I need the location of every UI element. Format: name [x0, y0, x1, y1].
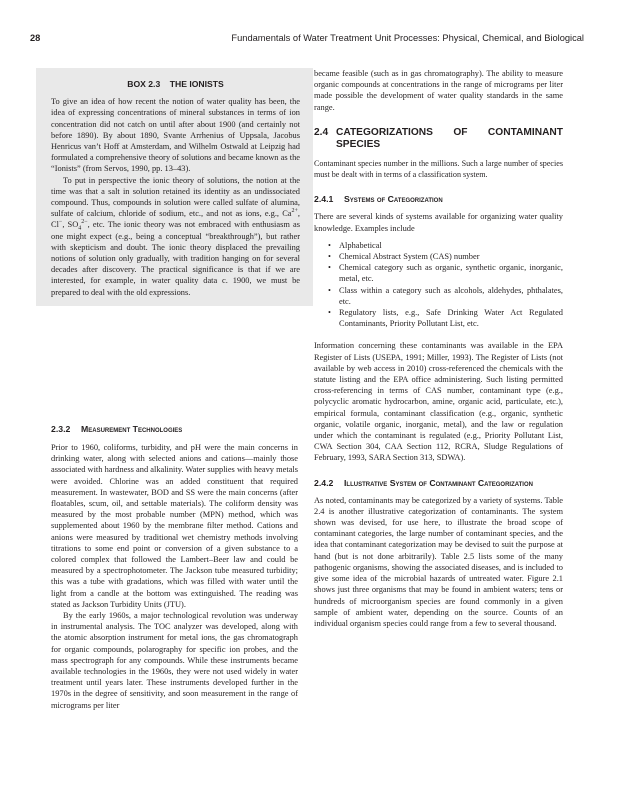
section-number: 2.4.1 [314, 194, 334, 205]
box-text-b: , Cl [51, 209, 300, 230]
list-item: • Class within a category such as alcohols, aldehydes, phthalates, etc. [326, 285, 563, 307]
box-ionists [36, 68, 313, 306]
section-number: 2.4.2 [314, 477, 334, 488]
register-paragraph: Information concerning these contaminants was available in the EPA Register of Lists (USEPA, 1991; Miller, 1993). The Register of Lists (not available by web access in 2010) cross-referenced the chemicals with the statute listing and the EPA office administering. Such listing permitted cross-referencing in terms of CAS number, contaminant type (e.g., polycyclic aromatic hydrocarbon, amine, organic acid, particulate, etc.), empirical formula, contaminant classification (e.g., organic, synthetic organic, volatile organic, inorganic, metal), and the law or regulation under which the contaminant is regulated (e.g., Priority Pollutant List, CWA Section 304, CAA Section 112, RCRA, Sludge Regulations of February, 1993, SARA Section 313, SDWA). [314, 341, 563, 463]
cl-charge: − [58, 219, 63, 226]
running-title: Fundamentals of Water Treatment Unit Processes: Physical, Chemical, and Biological [231, 33, 584, 43]
section-heading-2-3-2 [51, 423, 298, 435]
section-heading-2-4-1 [314, 193, 563, 205]
page-number: 28 [30, 33, 41, 43]
list-item: • Alphabetical [326, 240, 563, 251]
section-title: Systems of Categorization [344, 194, 443, 205]
section-number: 2.3.2 [51, 424, 71, 434]
box-paragraph-2 [51, 175, 300, 298]
section-title: Measurement Technologies [81, 424, 183, 434]
systems-intro: There are several kinds of systems available for organizing water quality knowledge. Examples include [314, 212, 563, 233]
section-title: Illustrative System of Contaminant Categorization [344, 477, 533, 488]
list-item: • Chemical category such as organic, synthetic organic, inorganic, metal, etc. [326, 262, 563, 284]
list-item: • Regulatory lists, e.g., Safe Drinking Water Act Regulated Contaminants, Priority Pollutant List, etc. [326, 307, 563, 329]
left-column-top [51, 68, 298, 306]
so4-subscript: 4 [78, 226, 82, 233]
so4-charge: 2− [81, 219, 88, 226]
section-heading-2-4-2 [314, 477, 563, 489]
ca-charge: 2+ [291, 208, 298, 215]
box-paragraph-1: To give an idea of how recent the notion of water quality has been, the idea of expressing concentrations of mineral substances in terms of ion concentration did not catch on until after about 1900 (and certainly not before 1890). By about 1890, Svante Arrhenius of Uppsala, Jacobus Henricus van’t Hoff at Amsterdam, and Wilhelm Ostwald at Leipzig had formulated a comprehensive theory of solutions and became known as the “Ionists” (from Servos, 1990, pp. 13–43). [51, 97, 300, 174]
left-column-bottom [51, 423, 298, 711]
categorization-paragraph: Contaminant species number in the millions. Such a large number of species must be dealt with in terms of a classification system. [314, 159, 563, 180]
illustrative-paragraph: As noted, contaminants may be categorized by a variety of systems. Table 2.4 is another illustrative categorization of contaminants. The system shown was devised, for use here, to illustrate the broad scope of contaminant categories, the large number of contaminant species, and the idea that contaminant categorization may be devised to suit the purpose at hand (but is not done arbitrarily). Table 2.5 lists some of the many pathogenic organisms, showing the associated diseases, and is included to give some idea of the microbial hazards of untreated water. Figure 2.1 shows just three organisms that may be found in ambient waters; tens or hundreds of microorganism species are found commonly in a given sample of ambient water, depending on the source. Counts of an individual organism species could range from a few to several thousand. [314, 495, 563, 628]
page-header [30, 33, 584, 47]
measurement-paragraph-1: Prior to 1960, coliforms, turbidity, and pH were the main concerns in drinking water, along with selected anions and cations—mainly those associated with hardness and alkalinity. Water supplies with heavy metals were avoided. Chlorine was an added constituent that required measurement. In wastewater, BOD and SS were the main concerns (after floatables, scum, oil, and settable materials). The coliform density was measured by the most probable number (MPN) method, which was supplemented about 1960 by the membrane filter method. Cations and anions were measured by traditional wet chemistry methods involving titrations to some end point or conversion of a given substance to a colored complex that followed the Lambert–Beer law and could be measured by a spectrophotometer. The Jackson tube measured turbidity; this was a tube with gradations, which was filled with water until the light from a candle at the bottom was extinguished. The reading was stated as Jackson Turbidity Units (JTU). [51, 443, 298, 609]
list-item: • Chemical Abstract System (CAS) number [326, 251, 563, 262]
section-heading-2-4 [314, 127, 563, 152]
measurement-paragraph-2: By the early 1960s, a major technological revolution was underway in instrumental analysis. The TOC analyzer was developed, along with the atomic absorption instrument for metal ions, the gas chromatograph for organic compounds, polarography for specific ion probes, and the mass spectrograph for any compounds. While these instruments became available technologies in the 1960s, they were not used widely in water treatment until years later. These instruments developed further in the 1970s in the degree of sensitivity, and soon measurement in the range of micrograms per liter [51, 611, 298, 710]
right-column [314, 68, 563, 629]
continued-paragraph: became feasible (such as in gas chromatography). The ability to measure organic compounds at concentrations in the range of micrograms per liter made possible the development of water quality standards in the same range. [314, 69, 563, 112]
section-number: 2.4 [314, 126, 329, 138]
box-text-a: To put in perspective the ionic theory of solutions, the notion at the time was that a salt in solution retained its identity as an undissociated compound. Thus, compounds in solution were called sulfate of alumina, sulfate of calcium, chloride of sodium, etc., and not as ions, e.g., Ca [51, 175, 300, 219]
systems-list [326, 240, 563, 330]
section-title: CATEGORIZATIONS OF CONTAMINANT SPECIES [336, 126, 563, 151]
box-text-c: , SO [62, 220, 79, 230]
box-title: BOX 2.3 THE IONISTS [127, 79, 224, 89]
box-text-d: , etc. The ionic theory was not embraced with enthusiasm as one might expect (e.g., being a conceptual “breakthrough”), but rather with skepticism and doubt. The ionic theory displaced the prevailing notions of solution only gradually, with tradition hanging on for several decades after discovery. The practical significance is that if we are interested, for example, in water quality data c. 1900, we must be prepared to deal with the old expressions. [51, 220, 300, 297]
